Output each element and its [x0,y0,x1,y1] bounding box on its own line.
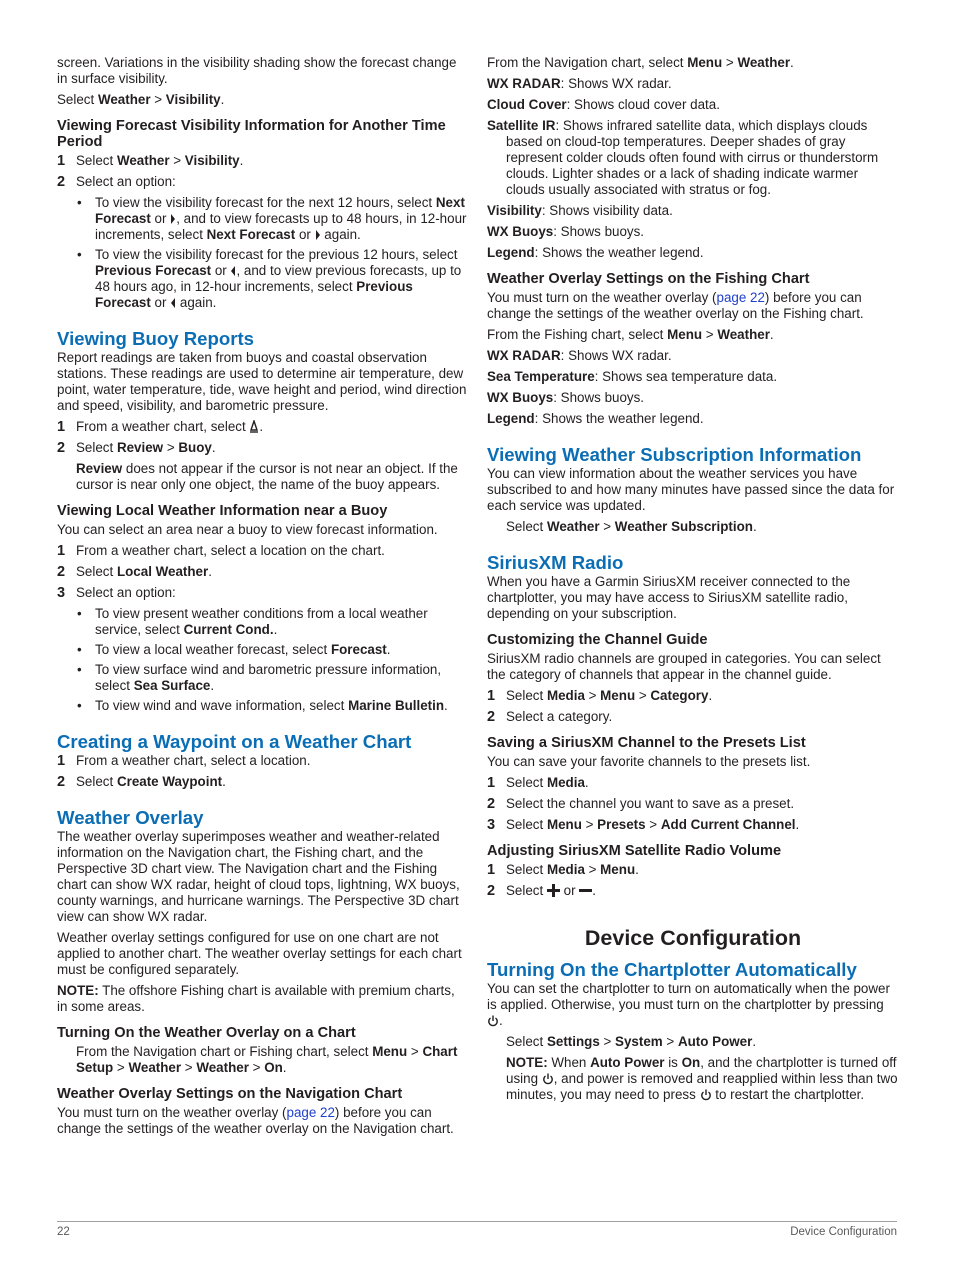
visibility-select: Select Weather > Visibility. [57,92,225,107]
plus-icon [547,884,560,897]
definition-item: WX RADAR: Shows WX radar. [487,348,672,363]
heading-local-weather: Viewing Local Weather Information near a Buoy [57,503,388,519]
fish-select: From the Fishing chart, select Menu > Weather. [487,327,774,342]
step: 1 From a weather chart, select . [57,419,264,435]
bullet-item: • To view surface wind and barometric pressure information, select Sea Surface. [77,662,442,693]
minus-icon [579,884,592,897]
subscription-paragraph: You can view information about the weather services you have subscribed to and how many minutes have passed since the data for each service was updated. [487,466,895,513]
step: 1 Select Media. [487,775,589,791]
subscription-select: Select Weather > Weather Subscription. [506,519,757,534]
left-column [57,55,467,1142]
step: 2 Select Local Weather. [57,564,212,580]
page-link[interactable]: page 22 [716,290,765,305]
page-number: 22 [57,1226,70,1238]
heading-channel-guide: Customizing the Channel Guide [487,632,708,648]
bullet-item: • To view wind and wave information, select Marine Bulletin. [77,698,448,713]
definition-item: Visibility: Shows visibility data. [487,203,673,218]
step: 2 Select Create Waypoint. [57,774,226,790]
channel-guide-paragraph: SiriusXM radio channels are grouped in categories. You can select the category of channels that appear in the channel guide. [487,651,881,682]
heading-fish-overlay-settings: Weather Overlay Settings on the Fishing Chart [487,271,810,287]
heading-save-preset: Saving a SiriusXM Channel to the Presets List [487,735,806,751]
bullet-item: • To view the visibility forecast for the next 12 hours, select Next Forecast or , and to view forecasts up to 48 hours, in 12-hour increments, select Next Forecast or again. [77,195,467,242]
page-link[interactable]: page 22 [286,1105,335,1120]
heading-buoy-reports: Viewing Buoy Reports [57,328,254,349]
right-column [487,55,899,1108]
step: 1 From a weather chart, select a location. [57,753,311,769]
heading-weather-subscription: Viewing Weather Subscription Information [487,444,862,465]
buoy-paragraph: Report readings are taken from buoys and coastal observation stations. These readings are used to determine air temperature, dew point, water temperature, tide, wave height and period, wind direction and speed, visibility, and barometric pressure. [57,350,467,413]
fish-settings-paragraph: You must turn on the weather overlay (page 22) before you can change the settings of the weather overlay on the Fishing chart. [487,290,864,321]
nav-select: From the Navigation chart, select Menu > Weather. [487,55,794,70]
heading-nav-overlay-settings: Weather Overlay Settings on the Navigation Chart [57,1086,403,1102]
auto-power-paragraph: You can set the chartplotter to turn on automatically when the power is applied. Otherwise, you must turn on the chartplotter by pressing . [487,981,890,1028]
heading-siriusxm-radio: SiriusXM Radio [487,552,624,573]
definition-item: WX Buoys: Shows buoys. [487,224,645,239]
power-icon [700,1089,712,1101]
step: 3 Select Menu > Presets > Add Current Channel. [487,817,800,833]
auto-power-note: NOTE: When Auto Power is On, and the chartplotter is turned off using , and power is removed and reapplied within less than two minutes, you may need to press to restart the chartplotter. [506,1055,898,1102]
buoy-icon [249,420,259,433]
definition-item: Satellite IR: Shows infrared satellite data, which displays clouds based on cloud-top temperatures. Deeper shades of gray represent colder clouds often found with cirrus or thunderstorm clouds. Lighter shades or a lack of shading indicate warmer clouds usually associated with stratus or fog. [487,118,879,197]
power-icon [487,1015,499,1027]
heading-forecast-visibility: Viewing Forecast Visibility Information for Another Time Period [57,118,446,150]
heading-auto-power: Turning On the Chartplotter Automatically [487,959,857,980]
overlay-paragraph-2: Weather overlay settings configured for use on one chart are not applied to another chart. The weather overlay settings for each chart must be configured separately. [57,930,462,977]
step: 2 Select an option: [57,174,176,190]
definition-item: Legend: Shows the weather legend. [487,411,704,426]
visibility-intro: screen. Variations in the visibility shading show the forecast change in surface visibility. [57,55,457,86]
definition-item: WX Buoys: Shows buoys. [487,390,645,405]
footer-section-title: Device Configuration [790,1226,897,1238]
power-icon [542,1073,554,1085]
siriusxm-paragraph: When you have a Garmin SiriusXM receiver connected to the chartplotter, you may have access to SiriusXM satellite radio, depending on your subscription. [487,574,851,621]
definition-item: Cloud Cover: Shows cloud cover data. [487,97,720,112]
step: 2 Select a category. [487,709,613,725]
step: 1 Select Weather > Visibility. [57,153,244,169]
nav-settings-paragraph: You must turn on the weather overlay (page 22) before you can change the settings of the weather overlay on the Navigation chart. [57,1105,454,1136]
step: 2 Select the channel you want to save as a preset. [487,796,795,812]
step: 1 Select Media > Menu. [487,862,639,878]
step: 2 Select or . [487,883,597,899]
step: 3 Select an option: [57,585,176,601]
heading-adjust-volume: Adjusting SiriusXM Satellite Radio Volume [487,843,782,859]
buoy-note: Review does not appear if the cursor is not near an object. If the cursor is near only one object, the name of the buoy appears. [76,461,458,492]
definition-item: Legend: Shows the weather legend. [487,245,704,260]
auto-power-select: Select Settings > System > Auto Power. [506,1034,757,1049]
step: 1 From a weather chart, select a location on the chart. [57,543,385,559]
local-paragraph: You can select an area near a buoy to view forecast information. [57,522,438,537]
presets-paragraph: You can save your favorite channels to the presets list. [487,754,811,769]
heading-turn-on-overlay: Turning On the Weather Overlay on a Chart [57,1025,356,1041]
bullet-item: • To view the visibility forecast for the previous 12 hours, select Previous Forecast or , and to view previous forecasts, up to 48 hours ago, in 12-hour increments, select Previous Forecast or again. [77,247,462,310]
bullet-item: • To view present weather conditions from a local weather service, select Current Cond.. [77,606,428,637]
definition-item: WX RADAR: Shows WX radar. [487,76,672,91]
overlay-note: NOTE: The offshore Fishing chart is available with premium charts, in some areas. [57,983,455,1014]
turn-on-overlay-text: From the Navigation chart or Fishing chart, select Menu > Chart Setup > Weather > Weather > On. [76,1044,458,1075]
heading-weather-overlay: Weather Overlay [57,807,204,828]
bullet-item: • To view a local weather forecast, select Forecast. [77,642,391,657]
footer-divider [57,1221,897,1222]
definition-item: Sea Temperature: Shows sea temperature data. [487,369,778,384]
step: 2 Select Review > Buoy. [57,440,216,456]
heading-create-waypoint: Creating a Waypoint on a Weather Chart [57,731,412,752]
overlay-paragraph-1: The weather overlay superimposes weather and weather-related information on the Navigation chart, the Fishing chart, and the Perspective 3D chart view. The Navigation chart and the Fishing chart can show WX radar, height of cloud tops, lightning, WX buoys, county warnings, and hurricane warnings. The Perspective 3D chart view can show WX radar. [57,829,460,924]
step: 1 Select Media > Menu > Category. [487,688,713,704]
heading-device-configuration: Device Configuration [584,926,802,950]
